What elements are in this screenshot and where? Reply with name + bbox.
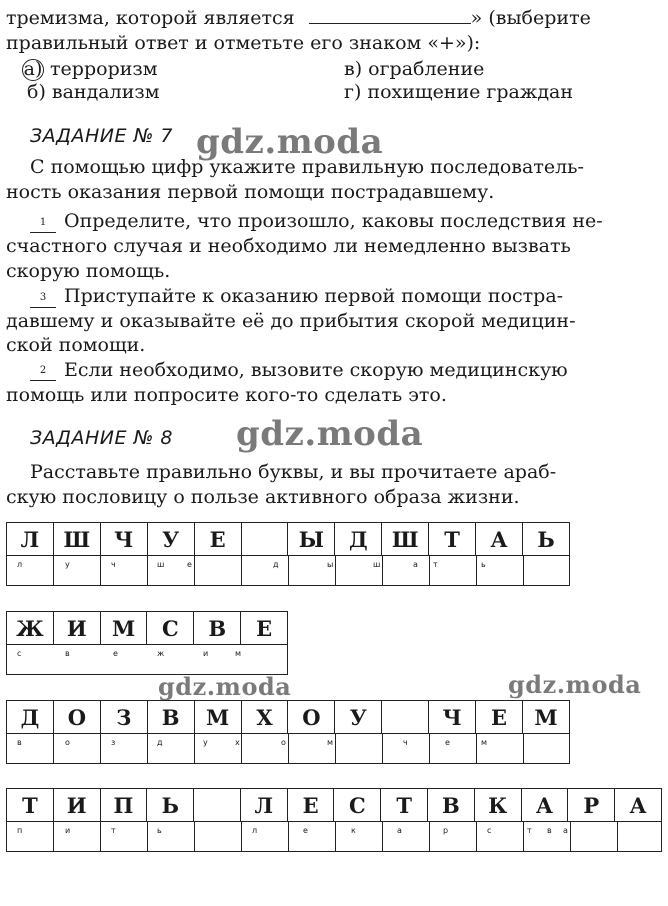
task7-intro-line-2: ность оказания первой помощи пострадавшему. [6,181,495,203]
grid-cell: В [428,789,475,822]
grid-cell: Ы [288,523,335,556]
grid-cell: Е [476,701,523,734]
answer-letter: ч [403,738,408,747]
option-a[interactable] [24,58,158,81]
answer-letter: ь [481,560,486,569]
answer-letter: в [547,826,552,835]
answer-letter: т [433,560,438,569]
option-a-letter: а) [23,58,43,80]
watermark: gdz.moda [508,670,642,699]
letters-grid-3 [6,700,570,764]
option-g-text: похищение граждан [367,81,574,103]
grid-cell: О [288,701,335,734]
option-v-letter: в) [344,58,363,80]
answer-letter: о [65,738,70,747]
grid-cell: Е [194,523,241,556]
answer-letter: з [111,738,116,747]
step-1-line-3: скорую помощь. [6,260,171,282]
answer-letter: в [65,649,70,658]
answer-letter: с [487,826,492,835]
answer-letter: д [273,560,279,569]
answer-letter: а [413,560,418,569]
grid-cell: Ж [7,612,54,645]
answer-letter: ы [327,560,334,569]
grid-cell: К [474,789,521,822]
watermark: gdz.moda [158,672,292,701]
task7-heading: ЗАДАНИЕ № 7 [30,125,173,147]
grid-cell: Ш [53,523,100,556]
grid-cell: Т [381,789,428,822]
answer-letter: и [203,649,209,658]
answer-letter: м [481,738,488,747]
grid-cell: Л [240,789,287,822]
step-1-line-1: Определите, что произошло, каковы последствия не- [64,210,603,232]
grid-cell: Л [7,523,54,556]
step-blank-3[interactable] [30,358,56,381]
prev-task-line-1 [6,7,591,30]
grid-cell [241,523,288,556]
grid-cell: З [100,701,147,734]
step-2-line-2: давшему и оказывайте её до прибытия скорой медицин- [6,310,576,332]
answer-letter: ь [157,826,162,835]
option-a-text: терроризм [50,58,158,80]
grid-cell: Ч [429,701,476,734]
answer-letter: л [252,826,258,835]
answer-letter: к [351,826,356,835]
grid-cell: Д [335,523,382,556]
answer-letter: л [17,560,23,569]
grid-cell: М [100,612,147,645]
answer-letter: р [443,826,449,835]
step-blank-1[interactable] [30,210,56,233]
letters-grid-4 [6,788,662,852]
grid-cell: У [335,701,382,734]
grid-cell: Е [241,612,288,645]
answer-letter: м [235,649,242,658]
option-b[interactable] [27,81,160,104]
task8-intro-line-1: Расставьте правильно буквы, и вы прочитаете араб- [30,461,557,483]
grid-cell: Х [241,701,288,734]
answer-letter: ш [157,560,165,569]
answer-letter: д [157,738,163,747]
answer-letter: у [65,560,70,569]
grid-cell: С [334,789,381,822]
option-g[interactable] [344,81,573,104]
answer-letter: т [527,826,532,835]
answer-letter: е [445,738,450,747]
step-1-line-2: счастного случая и необходимо ли немедленно вызвать [6,235,571,257]
answer-letter: е [187,560,192,569]
answer-letter: х [235,738,240,747]
answer-letter: е [113,649,118,658]
prev-task-line-2: правильный ответ и отметьте его знаком «+»): [6,32,481,54]
prev-task-text-a: тремизма, которой является [6,7,295,29]
grid-cell: М [194,701,241,734]
answer-row-3[interactable] [7,734,570,764]
answer-letter: а [563,826,568,835]
option-v-text: ограбление [368,58,485,80]
answer-letter: е [303,826,308,835]
step-3-line-2: помощь или попросите кого-то сделать это. [6,384,447,406]
answer-letter: с [17,649,22,658]
grid-cell: В [147,701,194,734]
answer-letter: ж [157,649,165,658]
grid-cell: Ь [147,789,194,822]
answer-letter: о [281,738,286,747]
answer-letter: в [17,738,22,747]
answer-letter: и [65,826,71,835]
grid-cell: В [194,612,241,645]
step-2-line-1: Приступайте к оказанию первой помощи постра- [64,285,564,307]
grid-cell: Р [568,789,615,822]
answer-letter: п [17,826,23,835]
step-number-1: 1 [39,217,47,228]
task7-intro-line-1: С помощью цифр укажите правильную последователь- [30,156,584,178]
answer-blank[interactable] [309,23,471,24]
grid-cell: А [521,789,568,822]
grid-cell: С [147,612,194,645]
watermark: gdz.moda [236,414,424,454]
grid-cell: И [53,612,100,645]
prev-task-text-b: (выберите [488,7,591,29]
letters-grid-2 [6,611,288,675]
grid-cell: И [53,789,100,822]
answer-letter: ш [373,560,381,569]
grid-cell: Ч [100,523,147,556]
blank-quote: » [470,7,483,29]
answer-row-2[interactable] [7,645,288,675]
grid-cell: Т [429,523,476,556]
option-b-letter: б) [27,81,46,103]
task8-intro-line-2: скую пословицу о пользе активного образа жизни. [6,486,520,508]
grid-cell: Ш [382,523,429,556]
answer-letter: м [327,738,334,747]
answer-letter: т [111,826,116,835]
step-number-2: 3 [39,292,47,303]
grid-cell: П [100,789,147,822]
step-3-line-1: Если необходимо, вызовите скорую медицинскую [64,359,568,381]
answer-row-4[interactable] [7,822,662,852]
watermark: gdz.moda [196,122,384,162]
option-b-text: вандализм [51,81,160,103]
grid-cell: Е [287,789,334,822]
answer-letter: ч [111,560,116,569]
option-g-letter: г) [344,81,362,103]
grid-cell: М [522,701,569,734]
answer-row-1[interactable] [7,556,570,586]
task8-heading: ЗАДАНИЕ № 8 [30,427,173,449]
grid-cell [194,789,241,822]
grid-cell: О [53,701,100,734]
step-blank-2[interactable] [30,285,56,308]
letters-grid-1 [6,522,570,586]
option-v[interactable] [344,58,484,81]
step-number-3: 2 [39,365,47,376]
grid-cell: У [147,523,194,556]
step-2-line-3: ской помощи. [6,334,146,356]
answer-letter: а [397,826,402,835]
grid-cell: А [476,523,523,556]
grid-cell: Т [7,789,54,822]
grid-cell: А [615,789,662,822]
grid-cell: Ь [522,523,569,556]
answer-letter: у [203,738,208,747]
grid-cell: Д [7,701,54,734]
grid-cell [382,701,429,734]
